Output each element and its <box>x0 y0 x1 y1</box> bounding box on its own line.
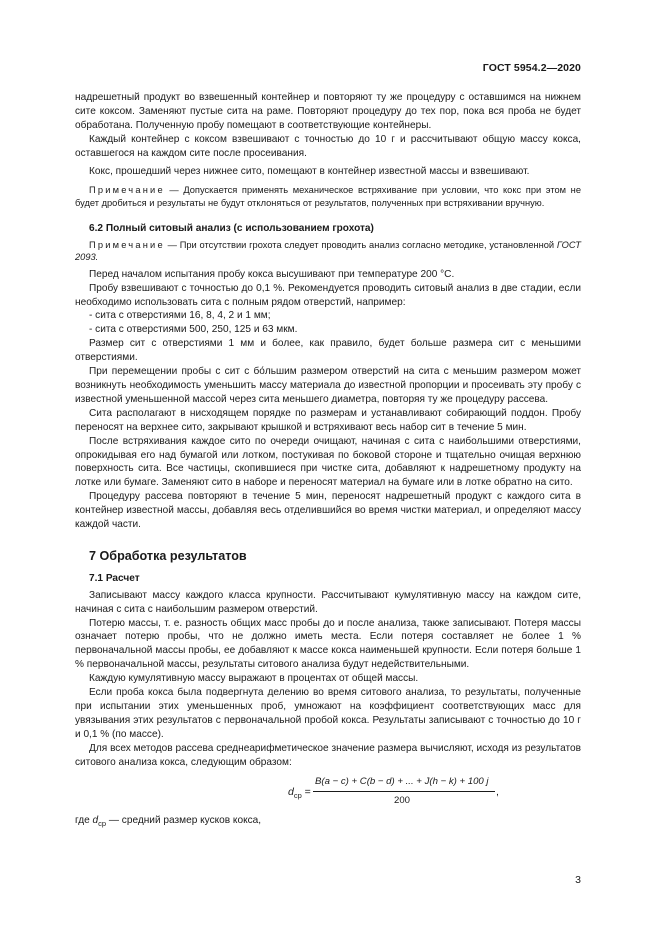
formula-lhs <box>288 786 311 803</box>
paragraph: Перед началом испытания пробу кокса высушивают при температуре 200 °C. <box>89 268 455 280</box>
paragraph: Для всех методов рассева среднеарифметическое значение размера вычисляют, исходя из результатов ситового анализа кокса, следующим образом: <box>75 742 581 768</box>
paragraph: Каждую кумулятивную массу выражают в процентах от общей массы. <box>89 673 419 685</box>
paragraph: После встряхивания каждое сито по очереди очищают, начиная с сита с наибольшими отверстиями, опрокидывая его над бумагой или лотком, постукивая по боковой стороне и тщательно очищая верхнюю поверхность сита. Все частицы, скопившиеся при чистке сита, добавляют к надрешетному продукту на лотке или бумаге. Заменяют сито в наборе и переносят материал на бумаге или в лотке обратно на сито. <box>75 435 581 489</box>
document-body <box>75 91 581 830</box>
paragraph: надрешетный продукт во взвешенный контейнер и повторяют ту же процедуру с оставшимся на нижнем сите коксом. Заменяют пустые сита на раме. Повторяют процедуру до тех пор, пока вся проба не будет обработана. Полученную пробу помещают в соответствующие контейнеры. <box>75 92 581 131</box>
page-number: 3 <box>575 874 581 886</box>
section-heading-7: 7 Обработка результатов <box>89 548 247 563</box>
section-heading-6-2: 6.2 Полный ситовый анализ (с использованием грохота) <box>89 222 374 234</box>
paragraph: Потерю массы, т. е. разность общих масс пробы до и после анализа, также записывают. Потеря массы означает потерю пробы, что не должно иметь места. Если потеря составляет не более 1 % первоначальной массы пробы, ее добавляют к массе кокса наименьшей крупности. Если потеря больше 1 % первоначальной массы, результаты ситового анализа будут недействительными. <box>75 617 581 671</box>
list-item: - сита с отверстиями 500, 250, 125 и 63 мкм. <box>89 324 298 336</box>
paragraph: Каждый контейнер с коксом взвешивают с точностью до 10 г и рассчитывают общую массу кокса, оставшегося на каждом сите после просеивания. <box>75 133 581 159</box>
where-prefix: где <box>75 814 93 826</box>
note <box>75 184 581 209</box>
formula-equals: = <box>301 785 311 798</box>
formula-variable: d <box>288 785 294 798</box>
where-subscript: ср <box>98 818 107 828</box>
formula-numerator: B(a − c) + C(b − d) + ... + J(h − k) + 100 j <box>315 775 489 787</box>
where-variable: d <box>92 814 99 826</box>
paragraph: Размер сит с отверстиями 1 мм и более, как правило, будет больше размера сит с меньшими отверстиями. <box>75 338 581 364</box>
document-id-header: ГОСТ 5954.2—2020 <box>482 62 581 74</box>
paragraph: Записывают массу каждого класса крупности. Рассчитывают кумулятивную массу на каждом сите, начиная с сита с наибольшим размером отверстий. <box>75 589 581 615</box>
formula-comma: , <box>496 785 499 798</box>
note-text: — Допускается применять механическое встряхивание при условии, что кокс при этом не будет дробиться и результаты не будут отклоняться от результатов, полученных при встряхивании вручную. <box>75 185 581 209</box>
note-label: Примечание <box>89 239 165 250</box>
where-clause <box>75 814 581 831</box>
paragraph: Процедуру рассева повторяют в течение 5 мин, переносят надрешетный продукт с каждого сита в контейнер известной массы, добавляя весь отделившийся во время чистки материал, и определяют массу каждой части. <box>75 491 581 531</box>
list-item: - сита с отверстиями 16, 8, 4, 2 и 1 мм; <box>89 310 271 322</box>
paragraph: При перемещении пробы с сит с бо́льшим размером отверстий на сита с меньшим размером может возникнуть необходимость уменьшить массу материала до известной пропорции и просеивать эту пробу с известной уменьшенной массой через сита меньшего диаметра, повторяя ту же процедуру рассева. <box>75 366 581 405</box>
formula-denominator: 200 <box>394 794 411 806</box>
note-reference: ГОСТ 2093. <box>75 239 581 263</box>
paragraph: Если проба кокса была подвергнута делению во время ситового анализа, то результаты, полученные при испытании этих уменьшенных проб, умножают на коэффициент соответствующих масс для увязывания этих результатов с первоначальной пробой кокса. Результаты записывают с точностью до 10 г и 0,1 % (по массе). <box>75 687 581 740</box>
paragraph: Пробу взвешивают с точностью до 0,1 %. Рекомендуется проводить ситовый анализ в две стадии, если необходимо использовать сита с полным рядом отверстий, например: <box>75 282 581 308</box>
note <box>75 239 581 264</box>
paragraph: Кокс, прошедший через нижнее сито, помещают в контейнер известной массы и взвешивают. <box>89 165 530 177</box>
where-text: — средний размер кусков кокса, <box>106 814 262 826</box>
section-heading-7-1: 7.1 Расчет <box>89 572 140 584</box>
mean-size-formula <box>75 774 581 812</box>
formula-subscript: ср <box>293 790 302 800</box>
fraction-bar <box>313 791 495 792</box>
paragraph: Сита располагают в нисходящем порядке по размерам и устанавливают собирающий поддон. Пробу переносят на верхнее сито, закрывают крышкой и встряхивают весь набор сит в течение 5 мин. <box>75 407 581 433</box>
note-label: Примечание <box>89 185 165 196</box>
note-text: — При отсутствии грохота следует проводить анализ согласно методике, установленной <box>164 239 557 250</box>
